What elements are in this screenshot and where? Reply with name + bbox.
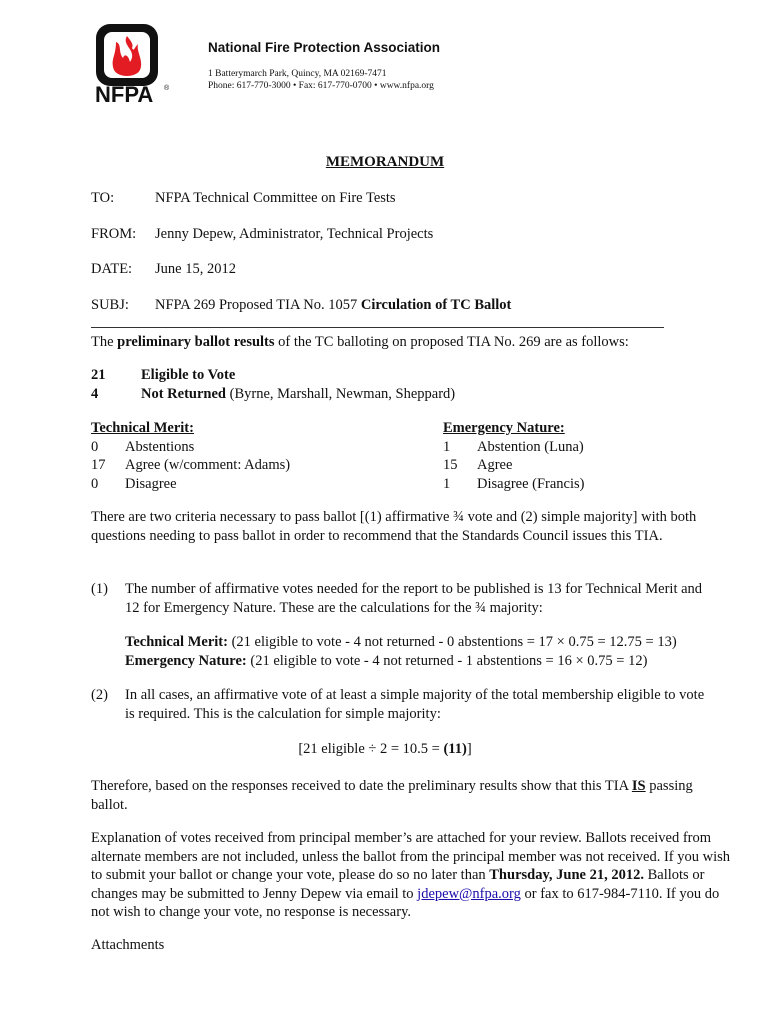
emergency-nature-block: [443, 419, 585, 493]
letterhead: [208, 40, 440, 92]
emergency-nature-heading: Emergency Nature:: [443, 420, 565, 436]
subject-bold: Circulation of TC Ballot: [360, 297, 512, 313]
memo-title: MEMORANDUM: [325, 154, 445, 170]
vote-counts: [91, 366, 721, 403]
count-not-returned: 4 Not Returned (Byrne, Marshall, Newman, Sheppard): [91, 385, 456, 402]
simple-majority-calc: [21 eligible ÷ 2 = 10.5 = (11)]: [298, 741, 472, 757]
tm-row: 17 Agree (w/comment: Adams): [91, 457, 291, 473]
en-row: 1 Abstention (Luna): [443, 438, 584, 455]
calc-technical-merit: Technical Merit: (21 eligible to vote - 4 not returned - 0 abstentions = 17 × 0.75 = 12.75 = 13): [125, 634, 677, 650]
en-row: 15 Agree: [443, 457, 513, 473]
three-quarter-calcs: [125, 633, 677, 670]
criterion-1: [91, 580, 721, 620]
to-line: [91, 190, 396, 207]
from-value: Jenny Depew, Administrator, Technical Projects: [155, 226, 434, 242]
criterion-1-marker: (1): [91, 581, 108, 597]
from-line: [91, 226, 433, 243]
criterion-2: [91, 686, 721, 726]
criterion-1-text: The number of affirmative votes needed for the report to be published is 13 for Technical Merit and 12 for Emergency Nature. These are the calculations for the ¾ majority:: [125, 581, 703, 616]
registered-mark: ®: [164, 85, 170, 92]
technical-merit-heading: Technical Merit:: [91, 420, 194, 436]
subject-label: SUBJ:: [91, 297, 129, 313]
org-name: National Fire Protection Association: [208, 40, 441, 55]
attachments-label: Attachments: [91, 937, 165, 953]
explanation-paragraph: Explanation of votes received from principal member’s are attached for your review. Ballots received from alternate members are not included, unless the ballot from the principal member was not received. If you wish to submit your ballot or change your vote, please do so no later than Thursday, June 21, 2012. Ballots or changes may be submitted to Jenny Depew via email to jdepew@nfpa.org or fax to 617-984-7110. If you do not wish to change your vote, no response is necessary.: [91, 830, 730, 920]
logo-wordmark: NFPA: [95, 82, 154, 106]
tm-row: 0 Abstentions: [91, 438, 195, 455]
calc-emergency-nature: Emergency Nature: (21 eligible to vote - 4 not returned - 1 abstentions = 16 × 0.75 = 12): [125, 652, 648, 669]
conclusion-is: IS: [631, 778, 646, 794]
org-address: 1 Batterymarch Park, Quincy, MA 02169-7471: [208, 69, 387, 79]
tm-row: 0 Disagree: [91, 475, 177, 492]
intro-bold: preliminary ballot results: [117, 334, 275, 350]
date-line: [91, 261, 236, 278]
to-value: NFPA Technical Committee on Fire Tests: [155, 190, 396, 206]
email-link[interactable]: jdepew@nfpa.org: [417, 885, 521, 902]
conclusion-paragraph: Therefore, based on the responses received to date the preliminary results show that this TIA IS passing ballot.: [91, 778, 693, 813]
org-contact: Phone: 617-770-3000 • Fax: 617-770-0700 • www.nfpa.org: [208, 81, 434, 91]
from-label: FROM:: [91, 226, 137, 242]
count-eligible: 21 Eligible to Vote: [91, 367, 236, 383]
criterion-2-text: In all cases, an affirmative vote of at least a simple majority of the total membership eligible to vote is required. This is the calculation for simple majority:: [125, 687, 705, 722]
deadline: Thursday, June 21, 2012.: [489, 867, 644, 883]
technical-merit-block: [91, 419, 290, 493]
criterion-2-marker: (2): [91, 687, 108, 703]
header-divider: [91, 327, 664, 328]
subject-line: [91, 297, 511, 314]
intro-paragraph: The preliminary ballot results of the TC balloting on proposed TIA No. 269 are as follows:: [91, 334, 629, 350]
date-value: June 15, 2012: [155, 261, 236, 277]
to-label: TO:: [91, 190, 115, 206]
criteria-paragraph: There are two criteria necessary to pass ballot [(1) affirmative ¾ vote and (2) simple majority] with both questions needing to pass ballot in order to recommend that the Standards Council issues this TIA.: [91, 509, 697, 544]
en-row: 1 Disagree (Francis): [443, 475, 585, 492]
date-label: DATE:: [91, 261, 133, 277]
nfpa-logo: [94, 22, 174, 106]
subject-value: NFPA 269 Proposed TIA No. 1057: [155, 297, 361, 313]
